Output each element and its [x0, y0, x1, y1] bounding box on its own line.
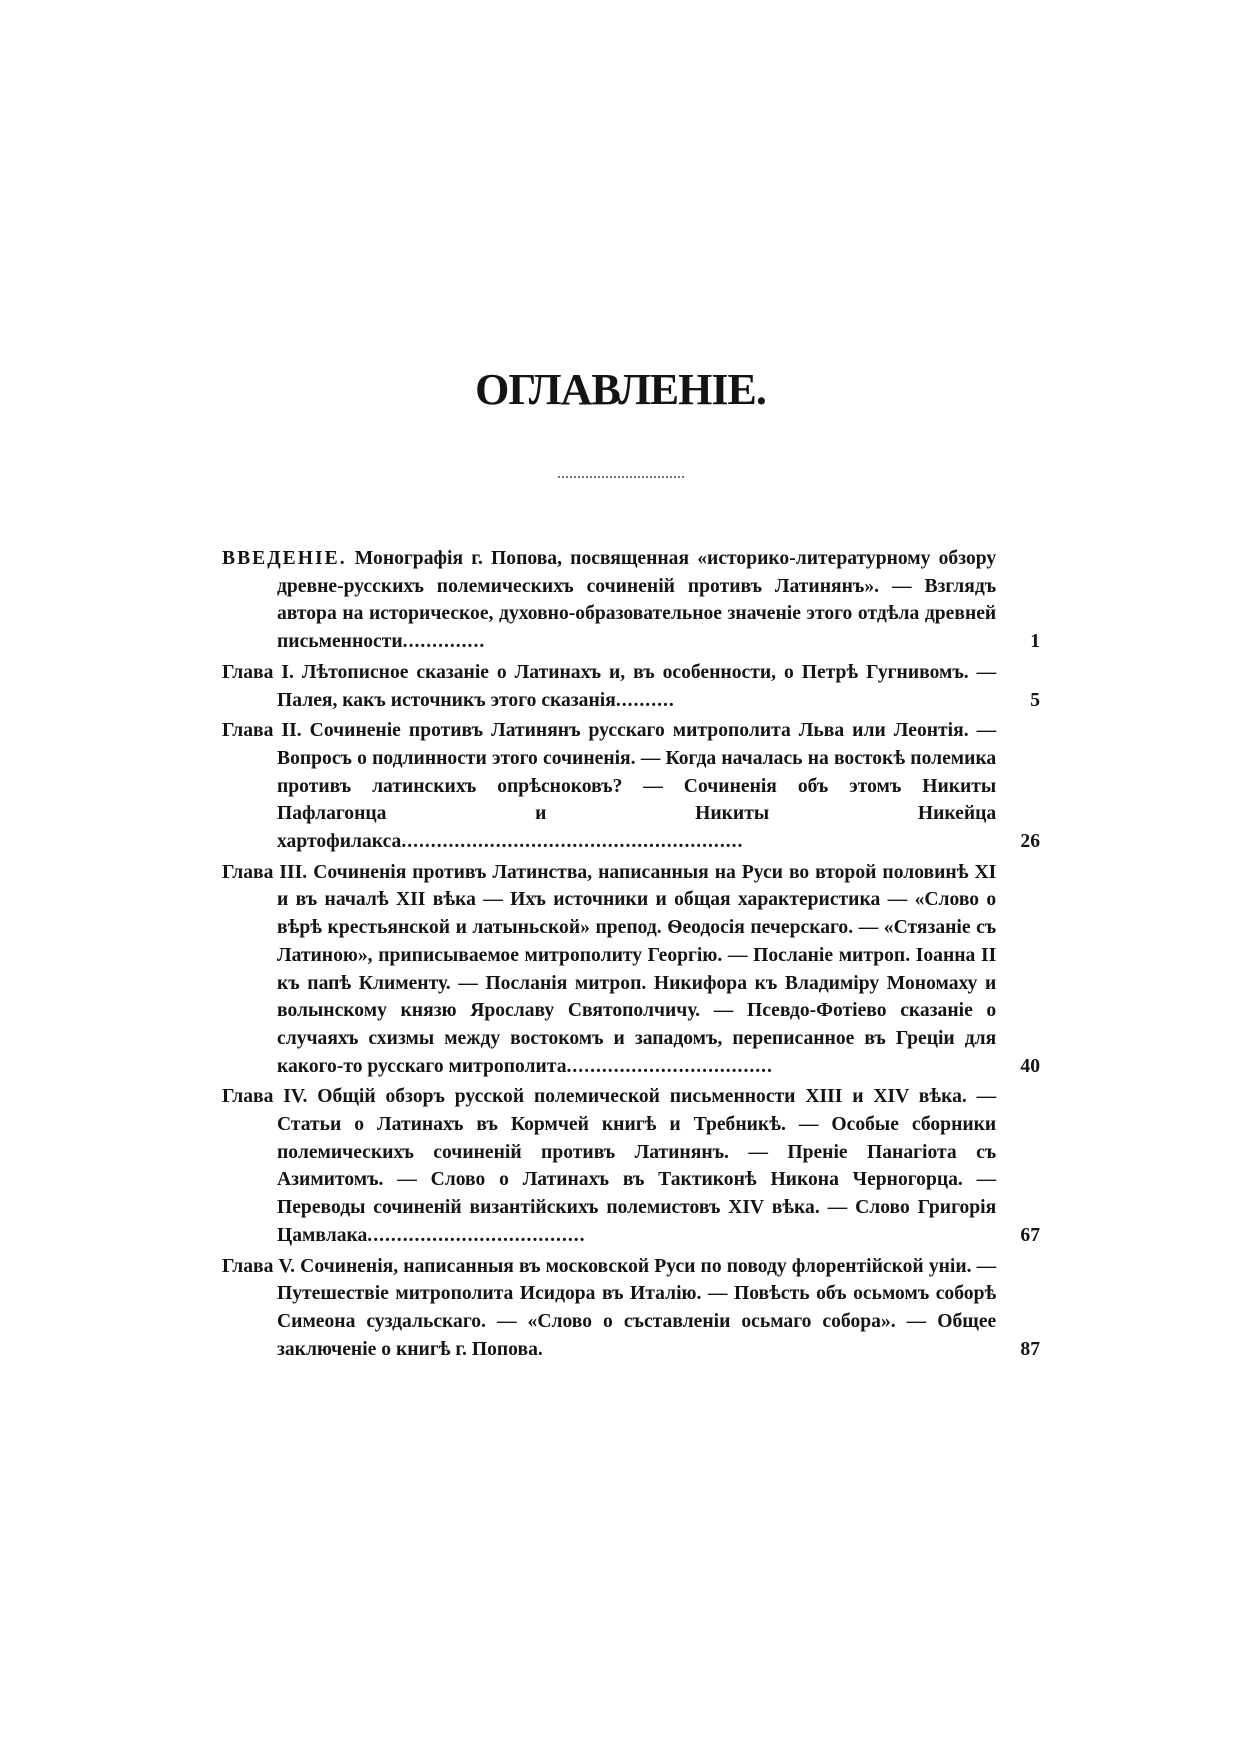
toc-entry-description: Общій обзоръ русской полемической письменности XIII и XIV вѣка. — Статьи о Латинахъ въ Кормчей книгѣ и Требникѣ. — Особые сборники полемическихъ сочиненій противъ Латинянъ. — Преніе Панагіота съ Азимитомъ. — Слово о Латинахъ въ Тактиконѣ Никона Черногорца. — Переводы сочиненій византійскихъ полемистовъ XIV вѣка. — Слово Григорія Цамвлака: [277, 1086, 997, 1246]
toc-entry-chapter-2: [222, 717, 1040, 856]
toc-entry-chapter-4: [222, 1083, 1040, 1249]
toc-leader-dots: ...................................: [566, 1055, 773, 1077]
toc-entry-head: Глава II.: [222, 720, 302, 742]
toc-entry-text: [222, 1253, 996, 1364]
toc-page-number: 40: [1020, 1055, 1040, 1077]
toc-leader-dots: ..........................................................: [401, 831, 744, 853]
toc-leader-dots: .....................................: [367, 1224, 586, 1246]
toc-page-number: 87: [1020, 1338, 1040, 1360]
toc-entry-description: Сочиненія, написанныя въ московской Руси по поводу флорентійской уніи. — Путешествіе митрополита Исидора въ Италію. — Повѣсть объ осьмомъ соборѣ Симеона суздальскаго. — «Слово о съставленіи осьмаго собора». — Общее заключеніе о книгѣ г. Попова.: [277, 1255, 997, 1360]
toc-entry-introduction: [222, 545, 1040, 656]
title-ornament-rule: [558, 476, 684, 478]
page-title: ОГЛАВЛЕНІЕ.: [475, 365, 766, 414]
toc-entry-text: [222, 545, 996, 656]
table-of-contents: [222, 545, 1040, 1366]
toc-page-number: 67: [1020, 1224, 1040, 1246]
toc-entry-text: [222, 859, 996, 1081]
toc-entry-head: ВВЕДЕНІЕ.: [222, 548, 347, 569]
toc-page-number: 5: [1030, 689, 1040, 711]
toc-entry-description: Сочиненіе противъ Латинянъ русскаго митрополита Льва или Леонтія. — Вопросъ о подлинности этого сочиненія. — Когда началась на востокѣ полемика противъ латинскихъ опрѣсноковъ? — Сочиненія объ этомъ Никиты Пафлагонца и Никиты Никейца хартофилакса: [277, 720, 997, 853]
toc-entry-chapter-3: [222, 859, 1040, 1081]
toc-page-number: 26: [1020, 831, 1040, 853]
toc-entry-head: Глава V.: [222, 1255, 296, 1277]
toc-page-number: 1: [1030, 631, 1040, 653]
toc-entry-text: [222, 1083, 996, 1249]
toc-entry-head: Глава IV.: [222, 1086, 308, 1108]
toc-leader-dots: ..........: [615, 689, 675, 711]
toc-entry-text: [222, 717, 996, 856]
toc-entry-description: Монографія г. Попова, посвященная «историко-литературному обзору древне-русскихъ полемическихъ сочиненій противъ Латинянъ». — Взглядъ автора на историческое, духовно-образовательное значеніе этого отдѣла древней письменности: [277, 548, 997, 653]
toc-entry-head: Глава I.: [222, 661, 294, 683]
toc-entry-description: Лѣтописное сказаніе о Латинахъ и, въ особенности, о Петрѣ Гугнивомъ. — Палея, какъ источникъ этого сказанія: [277, 661, 997, 711]
toc-entry-head: Глава III.: [222, 861, 308, 883]
toc-leader-dots: ..............: [402, 631, 486, 653]
toc-entry-chapter-5: [222, 1253, 1040, 1364]
toc-entry-chapter-1: [222, 659, 1040, 714]
toc-entry-text: [222, 659, 996, 714]
toc-entry-description: Сочиненія противъ Латинства, написанныя на Руси во второй половинѣ XI и въ началѣ XII вѣка — Ихъ источники и общая характеристика — «Слово о вѣрѣ крестьянской и латыньской» препод. Ѳеодосія печерскаго. — «Стязаніе съ Латиною», приписываемое митрополиту Георгію. — Посланіе митроп. Іоанна II къ папѣ Клименту. — Посланія митроп. Никифора къ Владиміру Мономаху и волынскому князю Ярославу Святополчичу. — Псевдо-Фотіево сказаніе о случаяхъ схизмы между востокомъ и западомъ, переписанное въ Греціи для какого-то русскаго митрополита: [277, 861, 997, 1077]
